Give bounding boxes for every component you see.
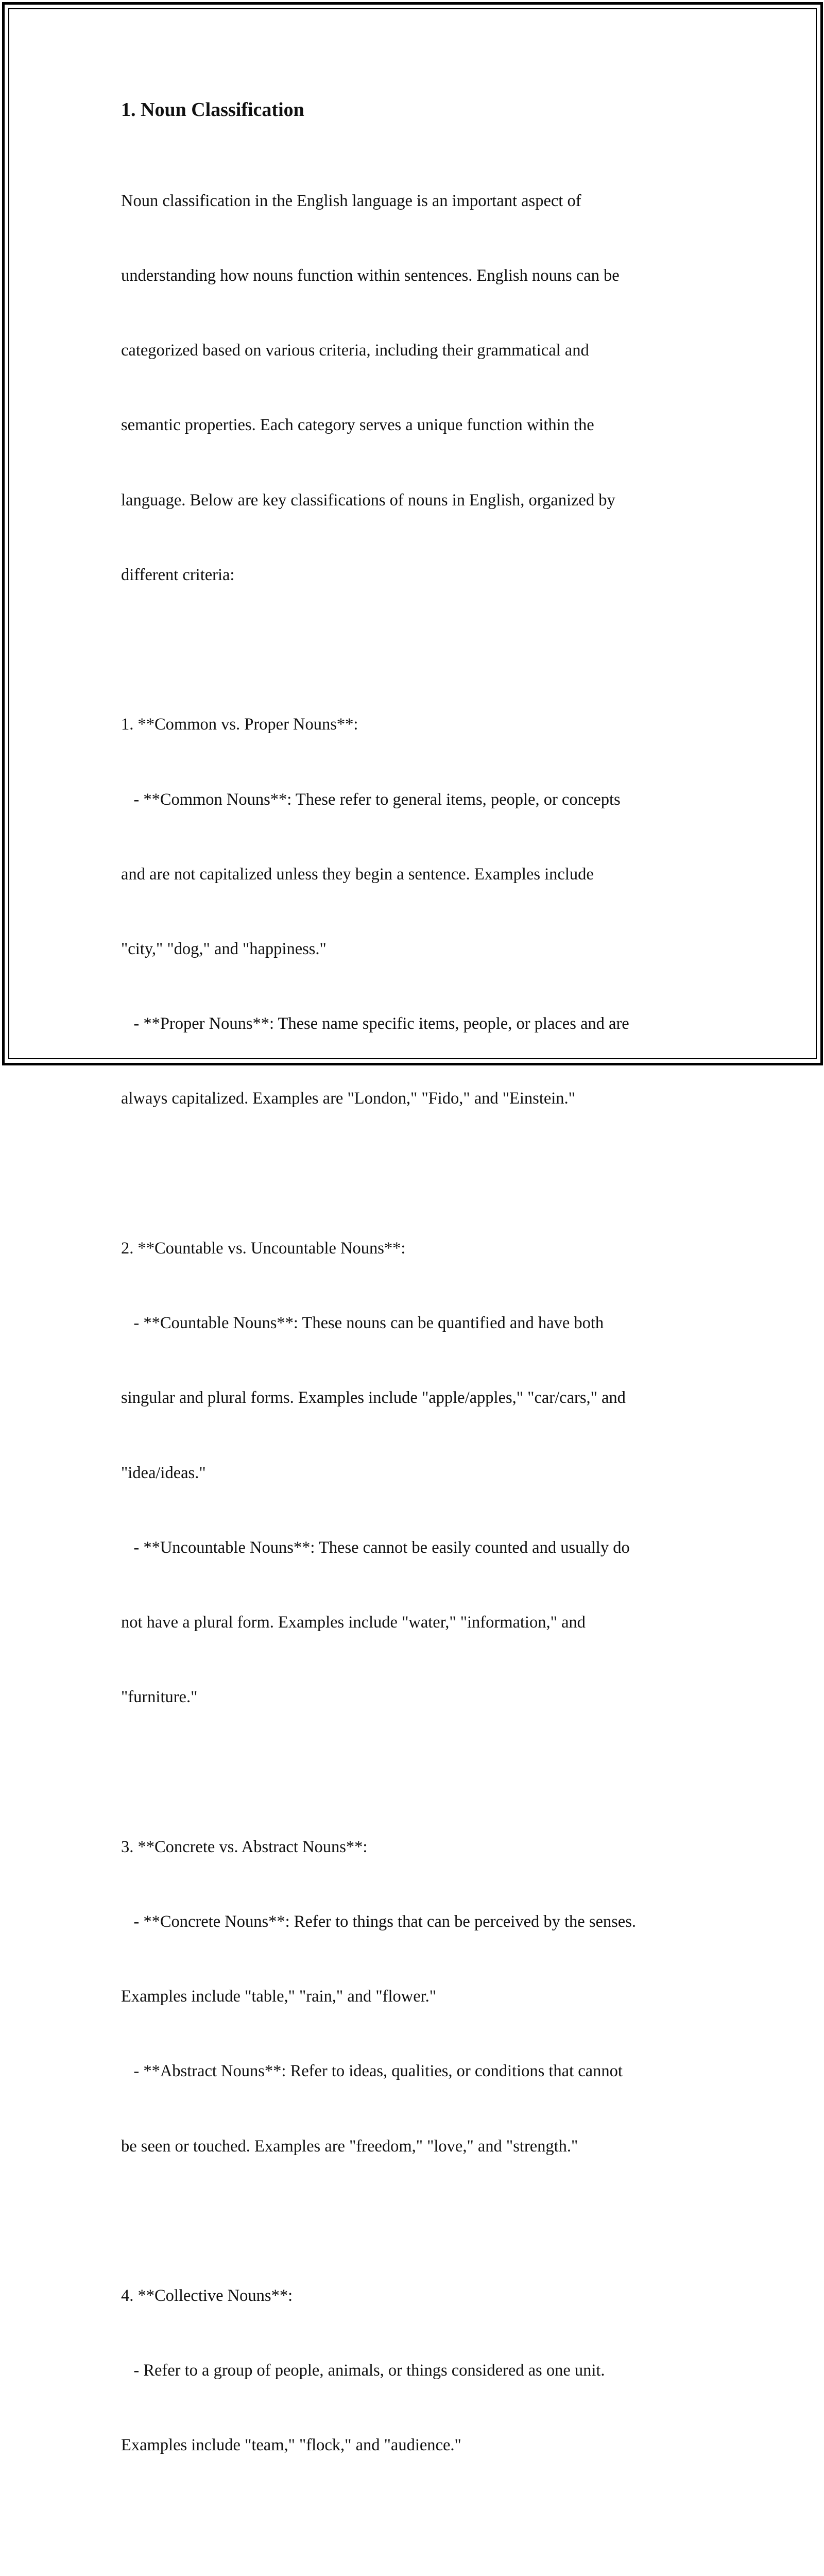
document-body [121,139,708,2576]
text-line: different criteria: [121,565,235,584]
text-line: 3. **Concrete vs. Abstract Nouns**: [121,1837,368,1856]
text-line [121,1759,708,1784]
text-line: always capitalized. Examples are "London," "Fido," and "Einstein." [121,1089,575,1108]
text-line: singular and plural forms. Examples include "apple/apples," "car/cars," and [121,1388,626,1408]
text-line: - **Abstract Nouns**: Refer to ideas, qualities, or conditions that cannot [121,2062,623,2081]
text-line [121,1161,708,1186]
text-line: - **Proper Nouns**: These name specific items, people, or places and are [121,1014,629,1033]
text-line: not have a plural form. Examples include "water," "information," and [121,1613,586,1632]
text-line: categorized based on various criteria, including their grammatical and [121,341,589,360]
text-line: be seen or touched. Examples are "freedom," "love," and "strength." [121,2137,578,2156]
document-title: 1. Noun Classification [121,99,304,121]
text-line [121,2209,708,2233]
text-line: "city," "dog," and "happiness." [121,940,327,958]
text-line: semantic properties. Each category serves a unique function within the [121,416,594,435]
text-line: - **Countable Nouns**: These nouns can be quantified and have both [121,1314,604,1333]
text-line: understanding how nouns function within sentences. English nouns can be [121,266,620,285]
text-line: - **Uncountable Nouns**: These cannot be easily counted and usually do [121,1538,630,1557]
text-line: 2. **Countable vs. Uncountable Nouns**: [121,1239,406,1258]
text-line: and are not capitalized unless they begin a sentence. Examples include [121,865,594,884]
text-line: Examples include "table," "rain," and "flower." [121,1987,437,2006]
text-line: 1. **Common vs. Proper Nouns**: [121,715,358,734]
text-line: Examples include "team," "flock," and "audience." [121,2436,461,2455]
text-line: Noun classification in the English language is an important aspect of [121,191,581,210]
text-line: - **Common Nouns**: These refer to general items, people, or concepts [121,790,621,809]
text-line: - **Concrete Nouns**: Refer to things that can be perceived by the senses. [121,1912,636,1931]
text-line [121,2508,708,2533]
document-content [121,95,708,2576]
text-line: "furniture." [121,1688,198,1707]
text-line [121,637,708,662]
text-line: "idea/ideas." [121,1463,206,1482]
text-line: - Refer to a group of people, animals, or things considered as one unit. [121,2361,605,2380]
text-line: language. Below are key classifications of nouns in English, organized by [121,490,615,510]
text-line: 4. **Collective Nouns**: [121,2286,293,2305]
